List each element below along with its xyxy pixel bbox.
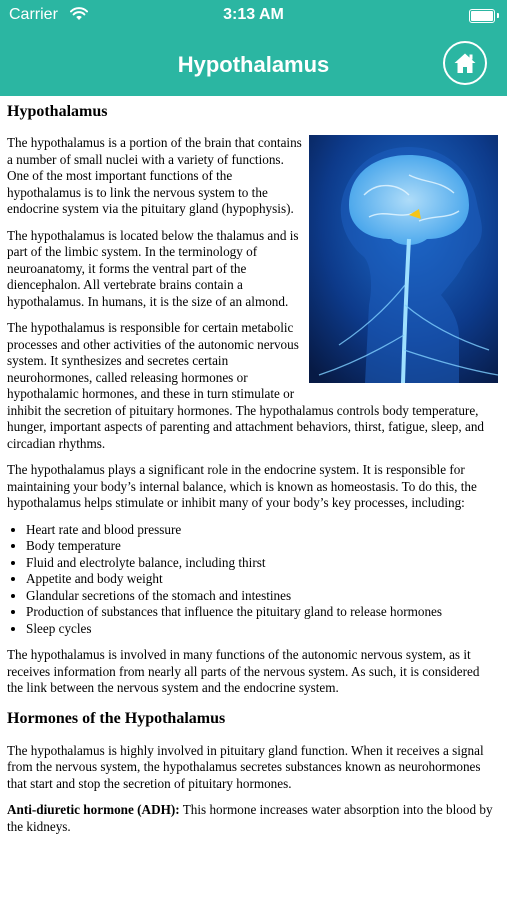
adh-description: This hormone increases water absorption into the blood by the kidneys. xyxy=(7,802,493,834)
intro-paragraph: The hypothalamus is a portion of the brain that contains a number of small nuclei with a variety of functions. One of the most important functions of the hypothalamus is to link the nervous system to the endocrine system via the pituitary gland (hypophysis). xyxy=(7,135,302,216)
status-time: 3:13 AM xyxy=(223,6,284,23)
battery-tip xyxy=(497,13,499,18)
home-icon xyxy=(453,51,477,75)
location-paragraph: The hypothalamus is located below the thalamus and is part of the limbic system. In the terminology of neuroanatomy, it forms the ventral part of the diencephalon. All vertebrate brains contain a hypothalamus. In humans, it is the size of an almond. xyxy=(7,227,299,309)
battery-icon xyxy=(469,9,495,23)
brain-illustration xyxy=(309,135,498,383)
list-item: • Fluid and electrolyte balance, including thirst xyxy=(26,555,495,572)
list-item: • Heart rate and blood pressure xyxy=(26,522,495,539)
pituitary-paragraph: The hypothalamus is highly involved in pituitary gland function. When it receives a signal from the nervous system, the hypothalamus secretes substances known as neurohormones that start and stop the secretion of pituitary hormones. xyxy=(7,742,484,791)
process-list xyxy=(7,522,495,638)
function-paragraph: The hypothalamus is responsible for certain metabolic processes and other activities of the autonomic nervous system. It synthesizes and secretes certain neurohormones, called releasing hormones or hypothalamic hormones, and these in turn stimulate or inhibit the secretion of pituitary hormones. The hypothalamus controls body temperature, hunger, important aspects of parenting and attachment behaviors, thirst, fatigue, sleep, and circadian rhythms. xyxy=(7,320,485,451)
status-bar xyxy=(0,0,507,30)
list-item: • Body temperature xyxy=(26,538,495,555)
navigation-bar xyxy=(0,30,507,96)
adh-paragraph xyxy=(7,802,495,835)
page-title: Hypothalamus xyxy=(177,52,330,77)
list-item: • Glandular secretions of the stomach and intestines xyxy=(26,588,495,605)
hormones-heading: Hormones of the Hypothalamus xyxy=(7,709,226,727)
list-item: • Sleep cycles xyxy=(26,621,495,638)
endocrine-paragraph: The hypothalamus plays a significant role in the endocrine system. It is responsible for maintaining your body’s internal balance, which is known as homeostasis. To do this, the hypothalamus helps stimulate or inhibit many of your body’s key processes, including: xyxy=(7,462,477,510)
list-item: • Appetite and body weight xyxy=(26,571,495,588)
adh-term: Anti-diuretic hormone (ADH): xyxy=(7,802,180,817)
carrier-label: Carrier xyxy=(9,6,58,23)
article-content xyxy=(7,96,495,845)
article-heading: Hypothalamus xyxy=(7,103,108,120)
home-button[interactable] xyxy=(443,41,487,85)
list-item: • Production of substances that influence the pituitary gland to release hormones xyxy=(26,604,495,621)
autonomic-paragraph: The hypothalamus is involved in many functions of the autonomic nervous system, as it receives information from nearly all parts of the nervous system. As such, it is considered the link between the nervous system and the endocrine system. xyxy=(7,647,480,695)
